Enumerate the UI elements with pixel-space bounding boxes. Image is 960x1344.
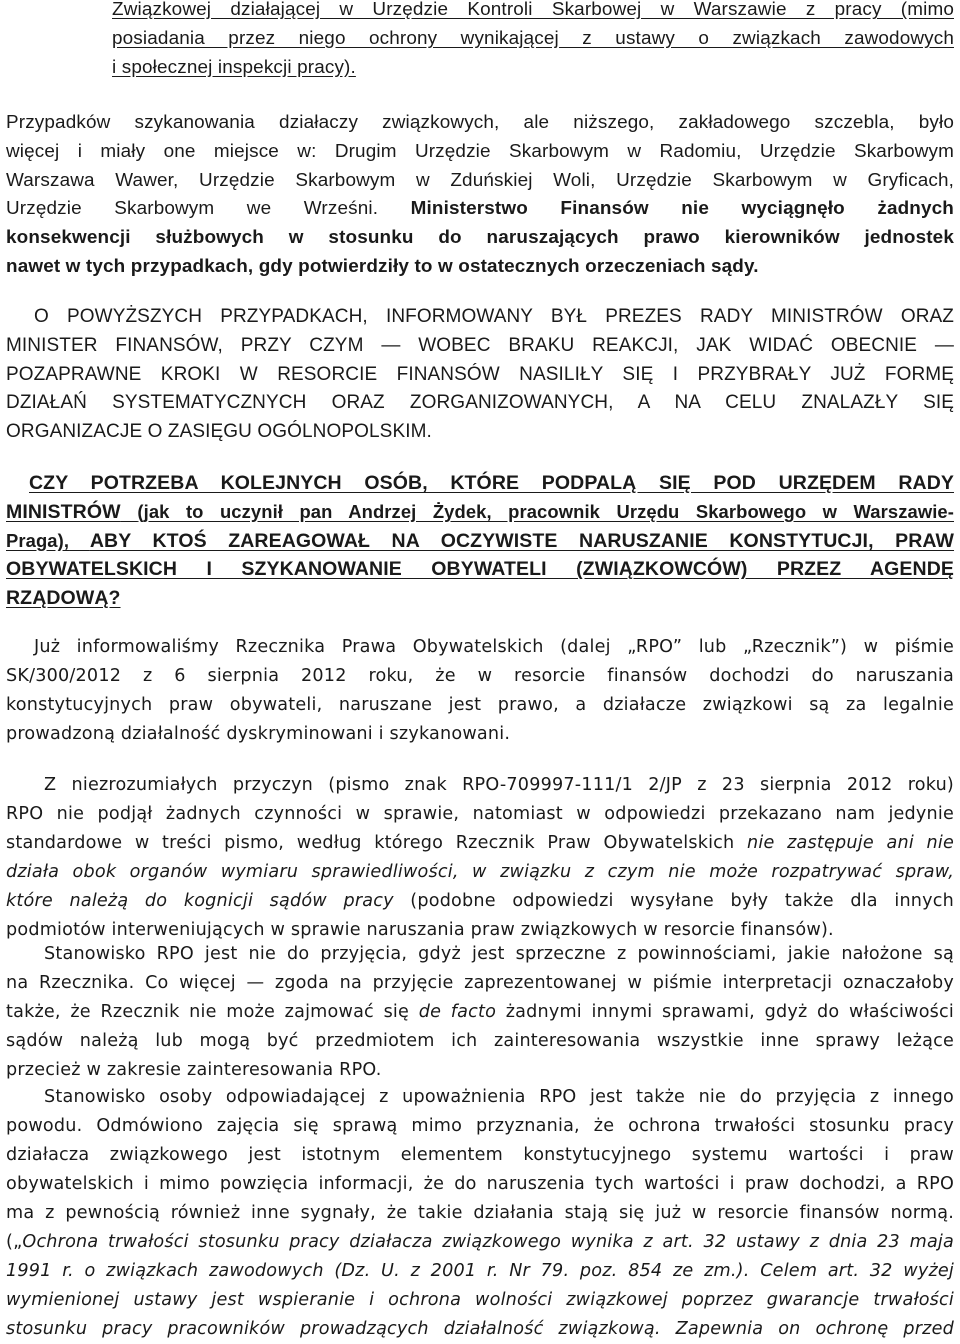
text-line: działacza związkowego jest istotnym elementem konstytucyjnego systemu wartości i praw [6,1145,954,1165]
text-line: RPO nie podjął żadnych czynności w sprawie, natomiast w odpowiedzi przekazano nam jedynie [6,804,954,824]
text-line: konstytucyjnych praw obywateli, naruszane jest prawo, a działacze związkowi są za legalnie [6,695,954,715]
text-line: nawet w tych przypadkach, gdy potwierdziły to w ostatecznych orzeczeniach sądy. [6,255,759,277]
text-run: także, że Rzecznik nie może zajmować się [6,1002,410,1022]
text-line: przecież w zakresie zainteresowania RPO. [6,1060,382,1080]
text-run-italic: , w związku z czym nie może rozpatrywać spraw, [452,862,954,882]
text-line [6,829,954,858]
text-line [6,858,954,887]
text-run-italic: działa obok organów wymiaru sprawiedliwości [6,862,453,882]
text-line: Stanowisko RPO jest nie do przyjęcia, gdyż jest sprzeczne z powinnościami, jakie nałożone są [44,944,954,964]
text-line [6,1228,954,1257]
paragraph-question [6,469,954,613]
text-line: Stanowisko osoby odpowiadającej z upoważnienia RPO jest także nie do przyjęcia z innego [44,1087,954,1107]
text-line: POZAPRAWNE KROKI W RESORCIE FINANSÓW NASILIŁY SIĘ I PRZYBRAŁY JUŻ FORMĘ [6,363,954,385]
text-line: prowadzoną działalność dyskryminowani i szykanowani. [6,724,511,744]
text-line: Przypadków szykanowania działaczy związkowych, ale niższego, zakładowego szczebla, było [6,112,954,133]
text-line: stosunku pracy pracowników prowadzących działalność związkową. Zapewnia on ochronę przed [6,1319,954,1339]
text-run: ABY KTOŚ ZAREAGOWAŁ NA OCZYWISTE NARUSZANIE KONSTYTUCJI, PRAW [89,529,955,552]
text-line: Warszawa Wawer, Urzędzie Skarbowym w Zduńskiej Woli, Urzędzie Skarbowym w Gryficach, [6,169,954,191]
text-line: wymienionej ustawy jest wspieranie i ochrona wolności związkowej poprzez gwarancje trwałości [6,1290,954,1310]
text-line: CZY POTRZEBA KOLEJNYCH OSÓB, KTÓRE PODPALĄ SIĘ POD URZĘDEM RADY [29,472,954,494]
text-run: żadnymi innymi sprawami, gdyż do właściwości [505,1002,954,1022]
text-line: SK/300/2012 z 6 sierpnia 2012 roku, że w resorcie finansów dochodzi do naruszania [6,666,954,686]
paragraph-union-dismissal [112,0,954,82]
text-run: („ [6,1232,23,1252]
text-run-italic: Ochrona trwałości stosunku pracy działacza związkowego wynika z art. 32 ustawy z dnia 23 maja [22,1232,954,1252]
text-line: konsekwencji służbowych w stosunku do naruszających prawo kierowników jednostek [6,227,954,249]
text-line [6,887,954,916]
text-line: Z niezrozumiałych przyczyn (pismo znak RPO-709997-111/1 2/JP z 23 sierpnia 2012 roku) [44,775,954,795]
text-run: MINISTRÓW [6,500,121,523]
text-line: O POWYŻSZYCH PRZYPADKACH, INFORMOWANY BYŁ PREZES RADY MINISTRÓW ORAZ [34,306,954,327]
text-run: (podobne odpowiedzi wysyłane były także dla innych [410,891,954,911]
text-run-bold: Ministerstwo Finansów nie wyciągnęło żadnych [410,198,954,220]
text-line: posiadania przez niego ochrony wynikającej z ustawy o związkach zawodowych [112,27,954,49]
text-line: OBYWATELSKICH I SZYKANOWANIE OBYWATELI (ZWIĄZKOWCÓW) PRZEZ AGENDĘ [6,558,954,581]
text-line [6,527,954,556]
text-line: powodu. Odmówiono zajęcia się sprawą mimo przyznania, że ochrona trwałości stosunku pracy [6,1116,954,1136]
text-line: ORGANIZACJE O ZASIĘGU OGÓLNOPOLSKIM. [6,421,432,443]
text-run: standardowe w treści pismo, według którego Rzecznik Praw Obywatelskich [6,833,735,853]
text-line [6,998,954,1027]
text-line [6,195,954,224]
text-run-italic: które należą do kognicji sądów pracy [6,891,394,911]
text-run: Praga), [6,529,70,551]
text-line: DZIAŁAŃ SYSTEMATYCZNYCH ORAZ ZORGANIZOWANYCH, A NA CELU ZNALAZŁY SIĘ [6,392,954,414]
paragraph-harassment-cases [6,109,954,282]
text-line: sądów należą lub mogą być przedmiotem ich zainteresowania wszystkie inne sprawy leżące [6,1031,954,1051]
text-run-italic: de facto [418,1002,497,1022]
paragraph-rpo-position [6,940,954,1085]
paragraph-rpo-informed [6,633,954,749]
text-line: ma z pewnością również inne sygnały, że takie działania stają się już w resorcie finansów normą. [6,1203,954,1223]
paragraph-informed-officials [6,303,954,447]
text-run: (jak to uczynił pan Andrzej Żydek, pracownik Urzędu Skarbowego w Warszawie- [137,500,954,522]
text-line: Związkowej działającej w Urzędzie Kontroli Skarbowej w Warszawie z pracy (mimo [112,0,954,20]
paragraph-authorized-person [6,1083,954,1344]
text-line: więcej i miały one miejsce w: Drugim Urzędzie Skarbowym w Radomiu, Urzędzie Skarbowym [6,140,954,162]
text-line: MINISTER FINANSÓW, PRZY CZYM — WOBEC BRAKU REAKCJI, JAK WIDAĆ OBECNIE — [6,334,954,356]
text-line: i społecznej inspekcji pracy). [112,56,356,78]
text-line: podmiotów interweniujących w sprawie naruszania praw związkowych w resorcie finansów). [6,920,834,940]
text-run: Urzędzie Skarbowym we Wrześni. [6,198,379,220]
text-line: 1991 r. o związkach zawodowych (Dz. U. z 2001 r. Nr 79. poz. 854 ze zm.). Celem art. 32 wyżej [6,1261,954,1281]
text-run-italic: nie zastępuje ani nie [747,833,954,853]
paragraph-rpo-response [6,771,954,945]
text-line: obywatelskich i mimo powzięcia informacji, że do naruszenia tych wartości i praw dochodzi, a RPO [6,1174,954,1194]
text-line [6,498,954,527]
text-line: Już informowaliśmy Rzecznika Prawa Obywatelskich (dalej „RPO” lub „Rzecznik”) w piśmie [34,637,954,657]
text-line: na Rzecznika. Co więcej — zgoda na przyjęcie zaprezentowanej w piśmie interpretacji oznaczałoby [6,973,954,993]
text-line: RZĄDOWĄ? [6,587,121,610]
